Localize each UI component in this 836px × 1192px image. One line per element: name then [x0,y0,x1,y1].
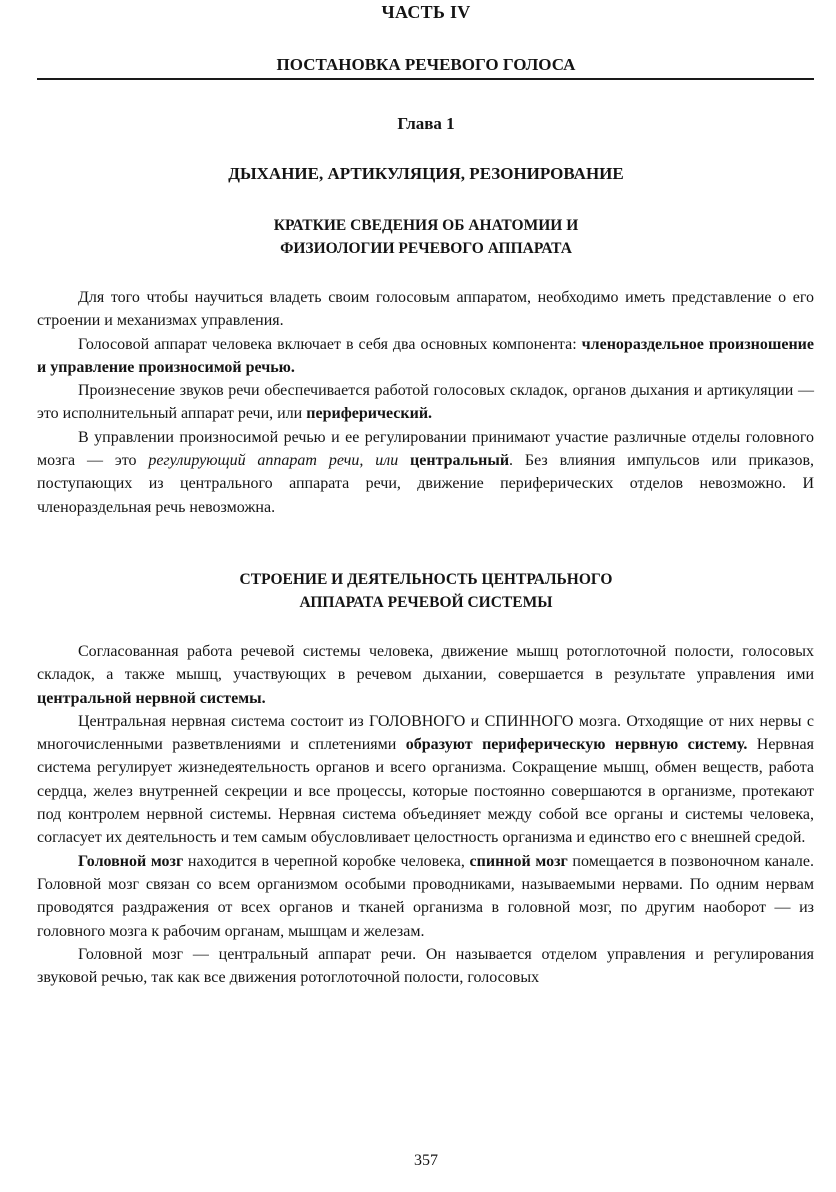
bold-term: членораздельное произношение и управление произносимой речью. [37,335,814,376]
paragraph-text: Голосовой аппарат человека включает в себя два основных компонента: [78,335,582,353]
section-heading-line: СТРОЕНИЕ И ДЕЯТЕЛЬНОСТЬ ЦЕНТРАЛЬНОГО [239,571,613,588]
paragraph [37,710,814,850]
section-heading-anatomy [0,214,836,260]
paragraph-text: В управлении произносимой речью и ее регулировании принимают участие различные отделы головного мозга — это [37,428,814,470]
paragraph-text: . Без влияния импульсов или приказов, поступающих из центрального аппарата речи, движение периферических отделов невозможно. И членораздельная речь невозможна. [37,452,814,516]
chapter-title: ДЫХАНИЕ, АРТИКУЛЯЦИЯ, РЕЗОНИРОВАНИЕ [228,164,624,183]
paragraph-text: Центральная нервная система состоит из ГОЛОВНОГО и СПИННОГО мозга. Отходящие от них нервы с многочисленными разветвлениями и сплетениями [37,712,814,754]
section-heading-line: КРАТКИЕ СВЕДЕНИЯ ОБ АНАТОМИИ И [273,217,579,234]
paragraph [37,379,814,426]
paragraph [37,426,814,519]
part-title: ПОСТАНОВКА РЕЧЕВОГО ГОЛОСА [276,55,576,74]
paragraph [37,333,814,380]
bold-term: центральный [410,452,510,470]
section-heading-line: ФИЗИОЛОГИИ РЕЧЕВОГО АППАРАТА [280,240,572,257]
paragraph-text: Головной мозг — центральный аппарат речи. Он называется отделом управления и регулирования звуковой речью, так как все движения ротоглоточной полости, голосовых [37,945,814,987]
bold-term: Головной мозг [78,852,184,870]
paragraph-text: Нервная система регулирует жизнедеятельность органов и всего организма. Сокращение мышц, обмен веществ, работа сердца, желез внутренней секреции и все процессы, которые постоянно совершаются в организме, протекают под контролем нервной системы. Нервная система объединяет между собой все органы и системы человека, согласует их деятельность и тем самым обусловливает целостность организма и единство его с внешней средой. [37,736,815,847]
paragraph-text: Для того чтобы научиться владеть своим голосовым аппаратом, необходимо иметь представление о его строении и механизмах управления. [37,289,814,330]
bold-term: образуют периферическую нервную систему. [405,736,748,754]
bold-term: центральной нервной системы. [37,689,266,707]
page-number: 357 [414,1152,438,1169]
section-body-central [37,640,814,989]
section-heading-central [0,568,836,614]
paragraph-text: Согласованная работа речевой системы человека, движение мышц ротоглоточной полости, голосовых складок, а также мышц, участвующих в речевом дыхании, совершается в результате управления ими [37,643,814,684]
paragraph-text: помещается в позвоночном канале. Головной мозг связан со всем организмом особыми проводниками, называемыми нервами. По одним нервам проводятся раздражения от всех органов и тканей организма в головной мозг, по другим наоборот — из головного мозга к рабочим органам, мышцам и железам. [37,852,815,940]
section-body-anatomy [37,286,814,519]
italic-term: регулирующий аппарат речи, или [148,452,411,470]
paragraph [37,943,814,990]
paragraph [37,286,814,333]
paragraph [37,850,814,943]
paragraph-text: находится в черепной коробке человека, [183,852,470,870]
bold-term: спинной мозг [469,852,568,870]
part-heading: ЧАСТЬ IV [381,2,471,22]
bold-term: периферический. [306,405,433,423]
heading-rule [37,78,814,80]
paragraph-text: Произнесение звуков речи обеспечивается работой голосовых складок, органов дыхания и артикуляции — это исполнительный аппарат речи, или [37,382,814,423]
chapter-number: Глава 1 [397,114,455,133]
paragraph [37,640,814,710]
section-heading-line: АППАРАТА РЕЧЕВОЙ СИСТЕМЫ [299,594,553,611]
